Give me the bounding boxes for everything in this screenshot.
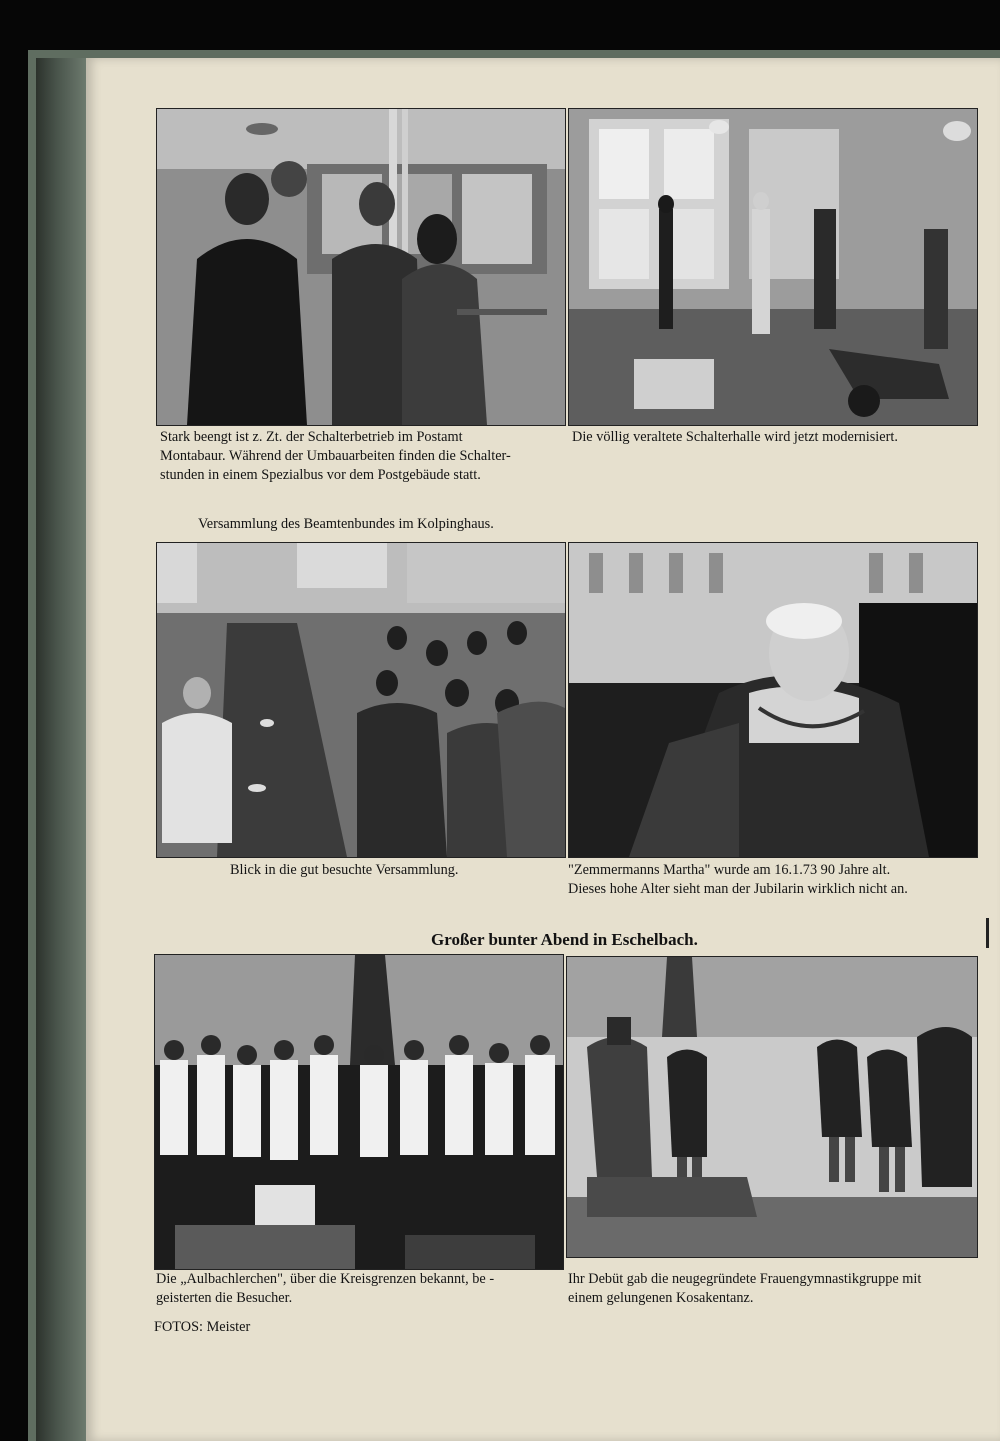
caption-bus-line2: Montabaur. Während der Umbauarbeiten finden die Schalter- [160, 448, 511, 464]
photo-martha [568, 542, 978, 858]
caption-dance-line2: einem gelungenen Kosakentanz. [568, 1290, 754, 1306]
margin-mark [986, 918, 989, 948]
caption-martha-line2: Dieses hohe Alter sieht man der Jubilarin wirklich nicht an. [568, 881, 908, 897]
caption-choir [156, 1270, 566, 1308]
caption-hall: Die völlig veraltete Schalterhalle wird jetzt modernisiert. [572, 429, 898, 445]
caption-dance [568, 1270, 988, 1308]
caption-martha [568, 861, 988, 899]
caption-beamtenbund: Versammlung des Beamtenbundes im Kolpinghaus. [198, 516, 494, 532]
caption-bus-line3: stunden in einem Spezialbus vor dem Postgebäude statt. [160, 467, 481, 483]
caption-martha-line1: "Zemmermanns Martha" wurde am 16.1.73 90 Jahre alt. [568, 862, 891, 878]
photo-choir [154, 954, 564, 1270]
photo-meeting [156, 542, 566, 858]
photo-counter-hall [568, 108, 978, 426]
caption-choir-line2: geisterten die Besucher. [156, 1290, 293, 1306]
caption-bus [160, 428, 560, 485]
album-page [86, 58, 1000, 1441]
caption-bus-line1: Stark beengt ist z. Zt. der Schalterbetrieb im Postamt [160, 429, 463, 445]
section-heading: Großer bunter Abend in Eschelbach. [431, 930, 698, 949]
photo-cossack-dance [566, 956, 978, 1258]
binder-spine [36, 58, 86, 1441]
caption-choir-line1: Die „Aulbachlerchen", über die Kreisgrenzen bekannt, be - [156, 1271, 495, 1287]
photo-post-bus [156, 108, 566, 426]
caption-meeting: Blick in die gut besuchte Versammlung. [230, 862, 459, 878]
caption-dance-line1: Ihr Debüt gab die neugegründete Frauengymnastikgruppe mit [568, 1271, 922, 1287]
photo-credit: FOTOS: Meister [154, 1319, 251, 1335]
